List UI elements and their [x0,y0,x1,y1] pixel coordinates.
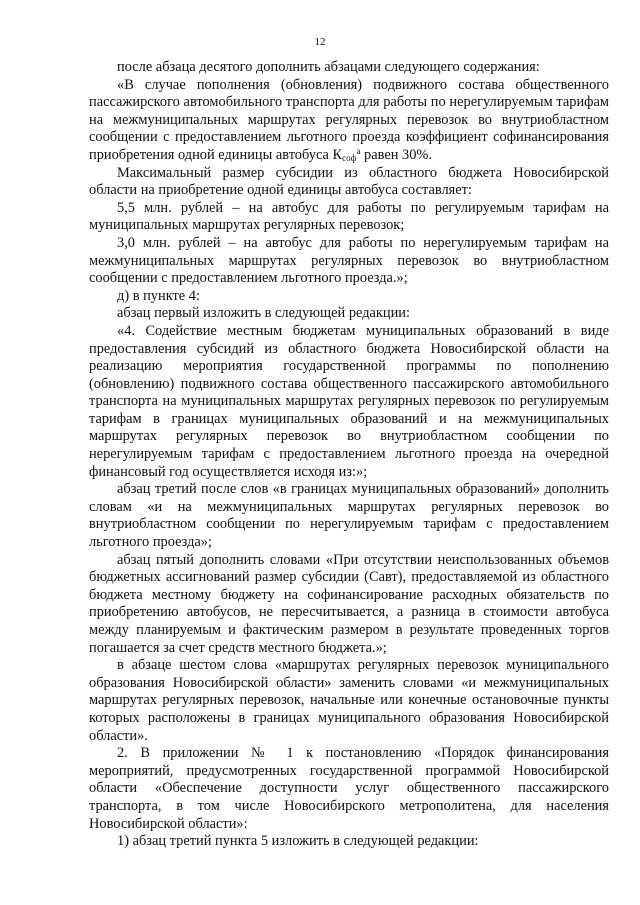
paragraph: 5,5 млн. рублей – на автобус для работы по регулируемым тарифам на муниципальных маршрутах регулярных перевозок; [89,199,609,234]
paragraph-text: «В случае пополнения (обновления) подвижного состава общественного пассажирского автомобильного транспорта для работы по нерегулируемым тарифам на межмуниципальных маршрутах регулярных перевозок во внутриобластном сообщении с предоставлением льготного проезда коэффициент софинансирования приобретения одной единицы автобуса К [89,76,609,163]
paragraph: в абзаце шестом слова «маршрутах регулярных перевозок муниципального образования Новосибирской области» заменить словами «и межмуниципальных маршрутах регулярных перевозок, начальные или конечные остановочные пункты которых расположены в границах муниципального образования Новосибирской области». [89,657,609,744]
paragraph: абзац первый изложить в следующей редакции: [117,305,411,322]
paragraph: 2. В приложении № 1 к постановлению «Порядок финансирования мероприятий, предусмотренных государственной программой Новосибирской области «Обеспечение доступности услуг общественного пассажирского транспорта, в том числе Новосибирского метрополитена, для населения Новосибирской области»: [89,745,609,832]
paragraph: 1) абзац третий пункта 5 изложить в следующей редакции: [117,833,479,850]
paragraph: д) в пункте 4: [117,287,200,304]
paragraph: абзац третий после слов «в границах муниципальных образований» дополнить словам «и на межмуниципальных маршрутах регулярных перевозок во внутриобластном сообщении по нерегулируемым тарифам с предоставлением льготного проезда»; [89,481,609,551]
document-body [89,59,609,851]
coefficient-subscript: соф [342,152,357,163]
paragraph: 3,0 млн. рублей – на автобус для работы по нерегулируемым тарифам на межмуниципальных маршрутах регулярных перевозок во внутриобластном сообщении с предоставлением льготного проезда.»; [89,234,609,287]
paragraph: «4. Содействие местным бюджетам муниципальных образований в виде предоставления субсидий из областного бюджета Новосибирской области на реализацию мероприятия государственной программы по пополнению (обновлению) подвижного состава общественного пассажирского автомобильного транспорта на муниципальных маршрутах регулярных перевозок по регулируемым тарифам в границах муниципальных образований и на межмуниципальных маршрутах регулярных перевозок во внутриобластном сообщении по нерегулируемым тарифам с предоставлением льготного проезда на очередной финансовый год осуществляется исходя из:»; [89,322,609,480]
paragraph [89,77,609,165]
coefficient-superscript: а [356,145,361,156]
paragraph: после абзаца десятого дополнить абзацами следующего содержания: [117,59,540,75]
paragraph: абзац пятый дополнить словами «При отсутствии неиспользованных объемов бюджетных ассигнований размер субсидии (Савт), предоставляемой из областного бюджета местному бюджету на софинансирование расходных обязательств по приобретению автобусов, не пересчитывается, а разница в стоимости автобуса между планируемым и фактическим размером в результате проведенных торгов погашается за счет средств местного бюджета.»; [89,551,609,656]
coefficient-value: равен 30%. [360,146,433,163]
page-number: 12 [314,36,326,48]
paragraph: Максимальный размер субсидии из областного бюджета Новосибирской области на приобретение одной единицы автобуса составляет: [89,164,609,199]
